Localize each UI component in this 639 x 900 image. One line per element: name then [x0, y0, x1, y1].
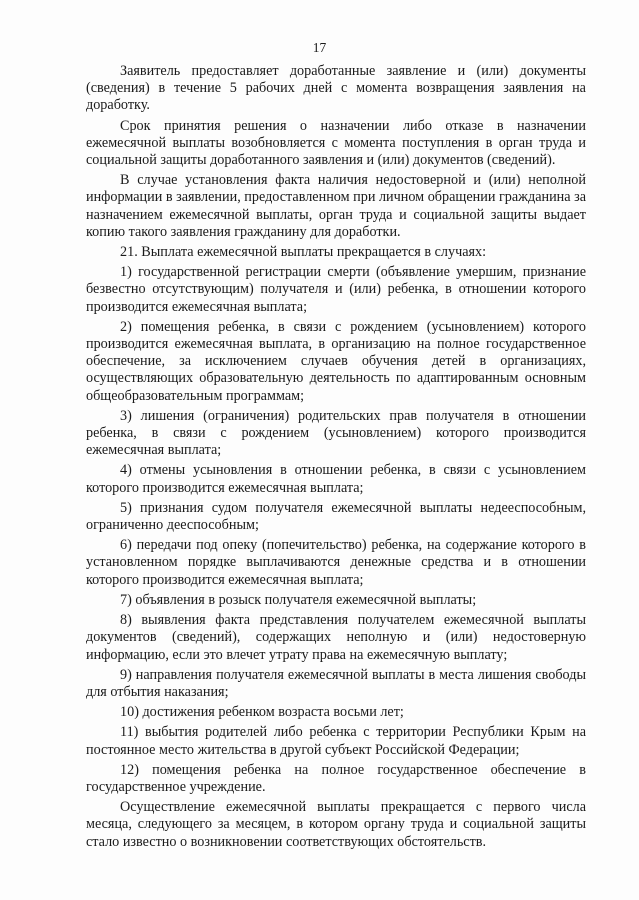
list-item-8: 8) выявления факта представления получателем ежемесячной выплаты документов (сведений), содержащих неполную и (или) недостоверную информацию, если это влечет утрату права на ежемесячную выплату;	[86, 612, 586, 663]
paragraph-incomplete-info: В случае установления факта наличия недостоверной и (или) неполной информации в заявлении, предоставленном при личном обращении гражданина за назначением ежемесячной выплаты, орган труда и социальной защиты выдает копию такого заявления гражданину для доработки.	[86, 172, 587, 240]
list-item-1: 1) государственной регистрации смерти (объявление умершим, признание безвестно отсутствующим) получателя и (или) ребенка, в отношении которого производится ежемесячная выплата;	[86, 264, 586, 315]
page-number: 17	[312, 40, 327, 55]
document-body	[86, 63, 586, 854]
list-item-9: 9) направления получателя ежемесячной выплаты в места лишения свободы для отбытия наказания;	[86, 666, 586, 700]
paragraph-decision-term-resumed: Срок принятия решения о назначении либо отказе в назначении ежемесячной выплаты возобновляется с момента поступления в орган труда и социальной защиты доработанного заявления и (или) документов (сведений).	[86, 117, 586, 169]
list-item-6: 6) передачи под опеку (попечительство) ребенка, на содержание которого в установленном порядке выплачиваются денежные средства и в отношении которого производится ежемесячная выплата;	[86, 537, 586, 588]
list-item-4: 4) отмены усыновления в отношении ребенка, в связи с усыновлением которого производится ежемесячная выплата;	[86, 462, 586, 496]
list-item-10: 10) достижения ребенком возраста восьми лет;	[120, 704, 404, 721]
paragraph-resubmission-deadline: Заявитель предоставляет доработанные заявление и (или) документы (сведения) в течение 5 рабочих дней с момента возвращения заявления на доработку.	[86, 63, 586, 114]
list-item-11: 11) выбытия родителей либо ребенка с территории Республики Крым на постоянное место жительства в другой субъект Российской Федерации;	[86, 724, 586, 758]
list-item-7: 7) объявления в розыск получателя ежемесячной выплаты;	[120, 591, 477, 608]
list-item-12: 12) помещения ребенка на полное государственное обеспечение в государственное учреждение.	[86, 761, 586, 795]
list-item-2: 2) помещения ребенка, в связи с рождением (усыновлением) которого производится ежемесячная выплата, в организацию на полное государственное обеспечение, за исключением случаев обучения детей в организациях, осуществляющих образовательную деятельность по адаптированным основным общеобразовательным программам;	[86, 318, 586, 404]
paragraph-clause-21-heading: 21. Выплата ежемесячной выплаты прекращается в случаях:	[120, 244, 487, 261]
list-item-3: 3) лишения (ограничения) родительских прав получателя в отношении ребенка, в связи с рождением (усыновлением) которого производится ежемесячная выплата;	[86, 407, 586, 459]
list-item-5: 5) признания судом получателя ежемесячной выплаты недееспособным, ограниченно дееспособным;	[86, 499, 586, 534]
paragraph-termination-date: Осуществление ежемесячной выплаты прекращается с первого числа месяца, следующего за месяцем, в котором органу труда и социальной защиты стало известно о возникновении соответствующих обстоятельств.	[86, 799, 586, 850]
